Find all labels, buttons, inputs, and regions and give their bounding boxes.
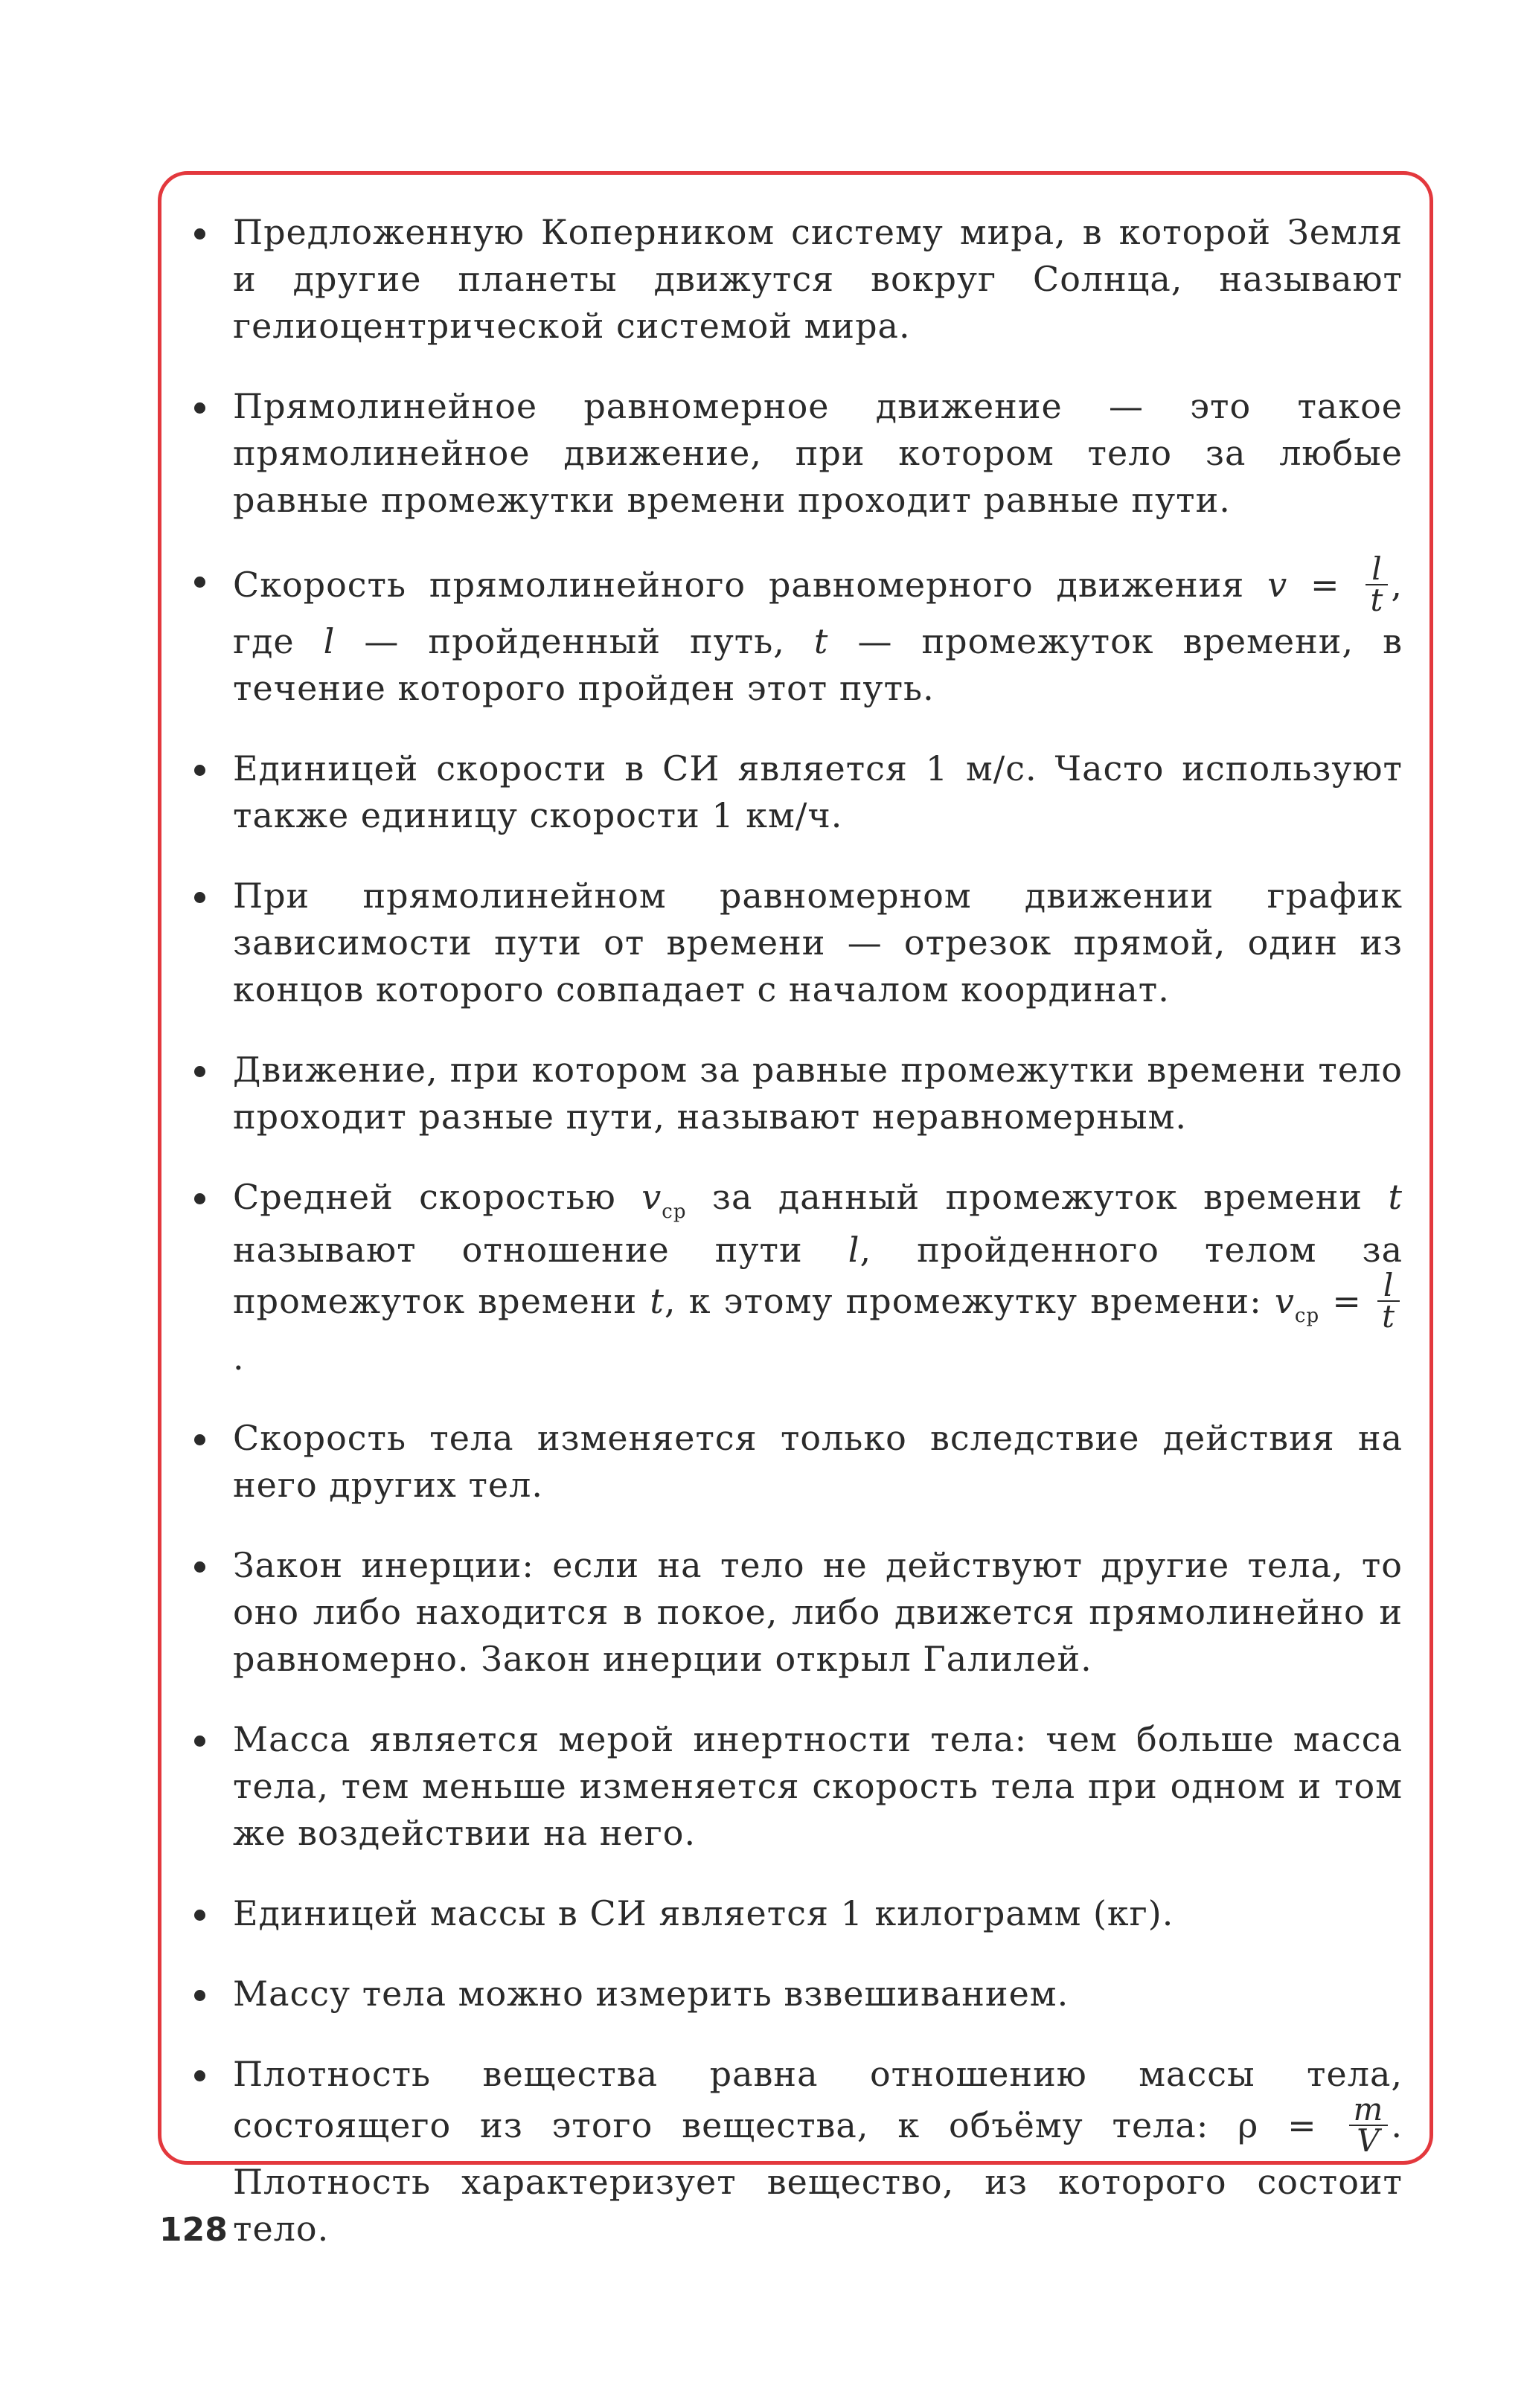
list-item — [188, 873, 1403, 1013]
list-item — [188, 1716, 1403, 1857]
item-text: , к этому промежутку времени: — [664, 1281, 1275, 1321]
bullet-icon — [194, 892, 205, 903]
path-symbol: l — [323, 621, 336, 661]
bullet-icon — [194, 1434, 205, 1445]
equals-sign: = — [1287, 565, 1363, 605]
time-symbol: t — [1388, 1177, 1403, 1217]
density-symbol: ρ — [1238, 2105, 1259, 2145]
item-text: . Плотность характеризует вещество, из которого состоит тело. — [233, 2105, 1403, 2249]
fraction-formula — [1365, 550, 1388, 618]
list-item — [188, 383, 1403, 524]
bullet-icon — [194, 1990, 205, 2001]
fraction-formula — [1377, 1267, 1400, 1335]
bullet-icon — [194, 765, 205, 776]
bullet-icon — [194, 1066, 205, 1077]
list-item — [188, 745, 1403, 839]
bullet-icon — [194, 402, 205, 414]
bullet-icon — [194, 577, 205, 588]
item-text: Масса является мерой инертности тела: чем больше масса тела, тем меньше изменяется скорость тела при одном и том же воздействии на него. — [233, 1719, 1403, 1853]
avg-velocity-symbol — [1274, 1281, 1320, 1327]
list-item — [188, 1542, 1403, 1683]
list-item — [188, 1890, 1403, 1937]
fraction-formula — [1349, 2091, 1389, 2159]
item-text: Единицей скорости в СИ является 1 м/с. Часто используют также единицу скорости 1 км/ч. — [233, 748, 1403, 835]
item-text: При прямолинейном равномерном движении график зависимости пути от времени — отрезок прямой, один из концов которого совпадает с началом координат. — [233, 876, 1403, 1009]
velocity-letter: v — [641, 1177, 662, 1217]
bullet-icon — [194, 2070, 205, 2081]
fraction-numerator: l — [1377, 1271, 1400, 1302]
time-symbol: t — [813, 621, 829, 661]
item-text: за данный промежуток времени — [686, 1177, 1389, 1217]
list-item — [188, 1174, 1403, 1381]
velocity-letter: v — [1274, 1281, 1295, 1321]
item-text: Массу тела можно измерить взвешиванием. — [233, 1974, 1069, 2014]
fraction-numerator: l — [1365, 554, 1388, 585]
item-text: . — [233, 1338, 245, 1378]
equals-sign: = — [1258, 2105, 1346, 2145]
subscript: ср — [1294, 1305, 1320, 1327]
list-item — [188, 209, 1403, 350]
avg-velocity-symbol — [641, 1177, 687, 1223]
item-text: Единицей массы в СИ является 1 килограмм (кг). — [233, 1893, 1174, 1933]
bullet-icon — [194, 1561, 205, 1573]
item-text: Средней скоростью — [233, 1177, 642, 1217]
bullet-icon — [194, 1910, 205, 1921]
item-text: Скорость прямолинейного равномерного движения — [233, 565, 1268, 605]
item-text: , где — [233, 565, 1403, 661]
page-number: 128 — [159, 2211, 228, 2249]
fraction-denominator: t — [1370, 582, 1384, 618]
list-item — [188, 1415, 1403, 1509]
list-item — [188, 2051, 1403, 2253]
time-symbol: t — [650, 1281, 665, 1321]
path-symbol: l — [848, 1230, 860, 1270]
item-text: Предложенную Коперником систему мира, в которой Земля и другие планеты движутся вокруг Солнца, называют гелиоцентрической системой мира. — [233, 212, 1403, 346]
item-text: Скорость тела изменяется только вследствие действия на него других тел. — [233, 1418, 1403, 1505]
item-text: , пройденного телом за промежуток времени — [233, 1230, 1403, 1321]
list-item — [188, 550, 1403, 712]
item-text: Движение, при котором за равные промежутки времени тело проходит разные пути, называют неравномерным. — [233, 1050, 1403, 1137]
fraction-numerator: m — [1349, 2095, 1389, 2126]
item-text: — пройденный путь, — [335, 621, 814, 661]
item-text: Плотность вещества равна отношению массы тела, состоящего из этого вещества, к объёму тела: — [233, 2054, 1403, 2145]
fraction-denominator: V — [1357, 2122, 1380, 2159]
bullet-icon — [194, 1193, 205, 1204]
bullet-icon — [194, 228, 205, 240]
item-text: называют отношение пути — [233, 1230, 848, 1270]
item-text: — промежуток времени, в течение которого пройден этот путь. — [233, 621, 1403, 708]
list-item — [188, 1971, 1403, 2017]
subscript: ср — [662, 1201, 687, 1223]
item-text: Закон инерции: если на тело не действуют другие тела, то оно либо находится в покое, либо движется прямолинейно и равномерно. Закон инерции открыл Галилей. — [233, 1545, 1403, 1679]
fraction-denominator: t — [1382, 1298, 1395, 1335]
velocity-symbol: v — [1267, 565, 1288, 605]
bullet-icon — [194, 1736, 205, 1747]
equals-sign: = — [1319, 1281, 1375, 1321]
item-text: Прямолинейное равномерное движение — это такое прямолинейное движение, при котором тело за любые равные промежутки времени проходит равные пути. — [233, 386, 1403, 520]
list-item — [188, 1047, 1403, 1140]
